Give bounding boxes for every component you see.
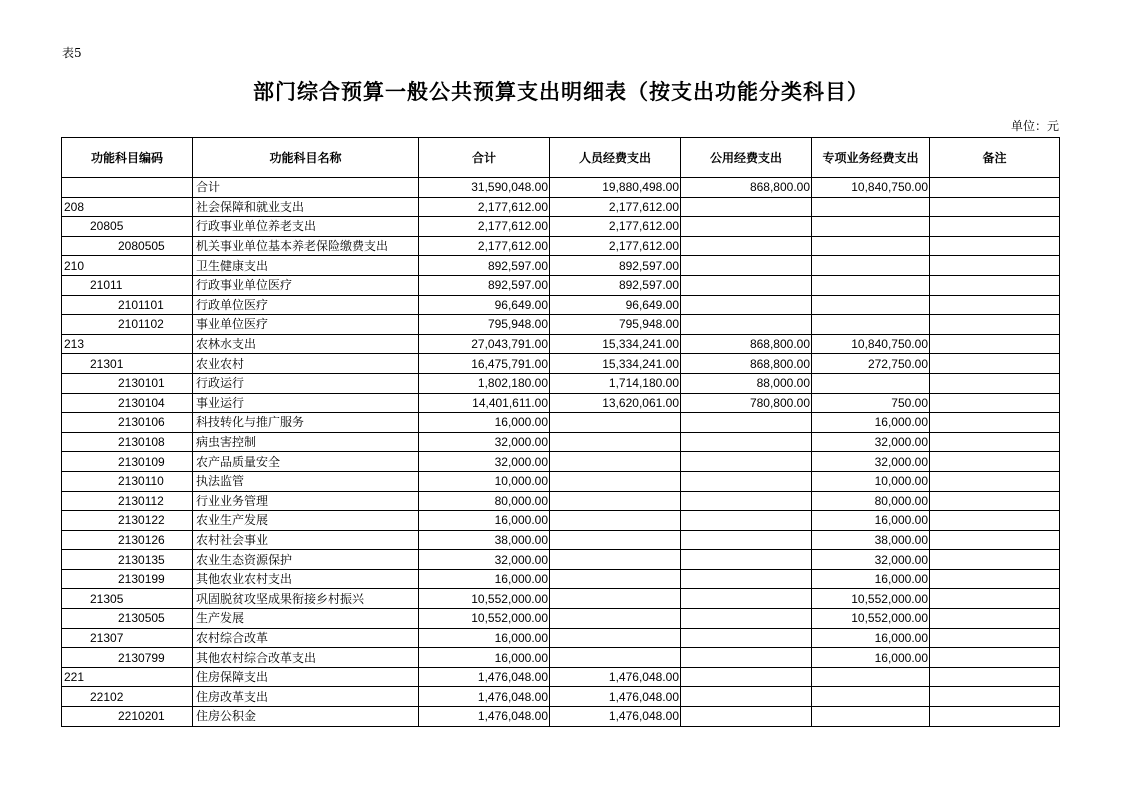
cell-personnel — [550, 648, 681, 668]
cell-public — [681, 589, 812, 609]
table-row — [62, 707, 1060, 727]
header-code: 功能科目编码 — [62, 138, 193, 178]
table-row — [62, 687, 1060, 707]
cell-name: 农林水支出 — [193, 334, 419, 354]
cell-code: 2101102 — [62, 315, 193, 335]
cell-public — [681, 471, 812, 491]
cell-code: 21305 — [62, 589, 193, 609]
table-row — [62, 648, 1060, 668]
cell-remark — [930, 334, 1060, 354]
cell-remark — [930, 550, 1060, 570]
cell-name: 执法监管 — [193, 471, 419, 491]
cell-total: 80,000.00 — [419, 491, 550, 511]
cell-name: 事业单位医疗 — [193, 315, 419, 335]
cell-name: 社会保障和就业支出 — [193, 197, 419, 217]
cell-name: 机关事业单位基本养老保险缴费支出 — [193, 236, 419, 256]
cell-personnel: 1,714,180.00 — [550, 373, 681, 393]
cell-total: 10,552,000.00 — [419, 609, 550, 629]
cell-name: 农业农村 — [193, 354, 419, 374]
table-row — [62, 491, 1060, 511]
cell-total: 1,476,048.00 — [419, 687, 550, 707]
cell-public — [681, 295, 812, 315]
table-body — [62, 178, 1060, 727]
cell-personnel — [550, 491, 681, 511]
cell-remark — [930, 471, 1060, 491]
cell-personnel — [550, 452, 681, 472]
cell-name: 其他农业农村支出 — [193, 569, 419, 589]
cell-name: 农业生态资源保护 — [193, 550, 419, 570]
cell-code: 21301 — [62, 354, 193, 374]
cell-public — [681, 491, 812, 511]
cell-public: 88,000.00 — [681, 373, 812, 393]
cell-total: 38,000.00 — [419, 530, 550, 550]
cell-special: 16,000.00 — [812, 569, 930, 589]
cell-special — [812, 197, 930, 217]
cell-personnel — [550, 569, 681, 589]
cell-code: 2101101 — [62, 295, 193, 315]
cell-total: 96,649.00 — [419, 295, 550, 315]
table-row — [62, 452, 1060, 472]
table-row — [62, 569, 1060, 589]
cell-special — [812, 315, 930, 335]
cell-remark — [930, 609, 1060, 629]
table-row — [62, 530, 1060, 550]
cell-personnel: 15,334,241.00 — [550, 334, 681, 354]
cell-code: 21011 — [62, 275, 193, 295]
cell-remark — [930, 197, 1060, 217]
table-number: 表5 — [62, 46, 82, 60]
table-row — [62, 217, 1060, 237]
table-row — [62, 667, 1060, 687]
cell-total: 14,401,611.00 — [419, 393, 550, 413]
cell-special: 750.00 — [812, 393, 930, 413]
cell-code: 20805 — [62, 217, 193, 237]
cell-public — [681, 687, 812, 707]
cell-total: 2,177,612.00 — [419, 197, 550, 217]
cell-remark — [930, 236, 1060, 256]
cell-remark — [930, 354, 1060, 374]
cell-code: 2130135 — [62, 550, 193, 570]
cell-remark — [930, 178, 1060, 198]
cell-personnel — [550, 511, 681, 531]
cell-remark — [930, 373, 1060, 393]
cell-total: 32,000.00 — [419, 550, 550, 570]
cell-name: 行政事业单位医疗 — [193, 275, 419, 295]
cell-name: 行政事业单位养老支出 — [193, 217, 419, 237]
cell-personnel: 2,177,612.00 — [550, 217, 681, 237]
cell-public — [681, 452, 812, 472]
cell-name: 行政单位医疗 — [193, 295, 419, 315]
cell-total: 1,476,048.00 — [419, 667, 550, 687]
cell-remark — [930, 452, 1060, 472]
cell-special — [812, 256, 930, 276]
cell-name: 行政运行 — [193, 373, 419, 393]
cell-remark — [930, 648, 1060, 668]
cell-remark — [930, 687, 1060, 707]
cell-name: 农产品质量安全 — [193, 452, 419, 472]
cell-special — [812, 667, 930, 687]
cell-total: 16,000.00 — [419, 648, 550, 668]
cell-special: 16,000.00 — [812, 628, 930, 648]
cell-public — [681, 648, 812, 668]
cell-public — [681, 569, 812, 589]
cell-special — [812, 707, 930, 727]
cell-remark — [930, 628, 1060, 648]
cell-remark — [930, 569, 1060, 589]
unit-label: 单位：元 — [1010, 119, 1059, 133]
cell-personnel — [550, 550, 681, 570]
table-row — [62, 511, 1060, 531]
cell-remark — [930, 589, 1060, 609]
budget-table — [61, 137, 1060, 727]
cell-public — [681, 628, 812, 648]
cell-total: 10,000.00 — [419, 471, 550, 491]
cell-total: 795,948.00 — [419, 315, 550, 335]
cell-public — [681, 236, 812, 256]
table-row — [62, 178, 1060, 198]
cell-total: 32,000.00 — [419, 432, 550, 452]
cell-personnel: 13,620,061.00 — [550, 393, 681, 413]
cell-special: 32,000.00 — [812, 452, 930, 472]
cell-code: 21307 — [62, 628, 193, 648]
table-row — [62, 334, 1060, 354]
cell-total: 16,475,791.00 — [419, 354, 550, 374]
cell-name: 生产发展 — [193, 609, 419, 629]
cell-code: 22102 — [62, 687, 193, 707]
cell-remark — [930, 511, 1060, 531]
table-row — [62, 236, 1060, 256]
cell-name: 农村综合改革 — [193, 628, 419, 648]
cell-public — [681, 217, 812, 237]
table-row — [62, 432, 1060, 452]
cell-remark — [930, 432, 1060, 452]
table-row — [62, 197, 1060, 217]
cell-personnel: 892,597.00 — [550, 275, 681, 295]
cell-special: 10,840,750.00 — [812, 334, 930, 354]
cell-name: 住房保障支出 — [193, 667, 419, 687]
table-row — [62, 550, 1060, 570]
cell-public: 868,800.00 — [681, 354, 812, 374]
cell-special: 10,000.00 — [812, 471, 930, 491]
cell-name: 住房改革支出 — [193, 687, 419, 707]
cell-total: 31,590,048.00 — [419, 178, 550, 198]
cell-code — [62, 178, 193, 198]
cell-code: 221 — [62, 667, 193, 687]
cell-public — [681, 530, 812, 550]
cell-code: 2080505 — [62, 236, 193, 256]
cell-special: 32,000.00 — [812, 432, 930, 452]
cell-code: 210 — [62, 256, 193, 276]
cell-total: 2,177,612.00 — [419, 217, 550, 237]
cell-special — [812, 236, 930, 256]
cell-total: 16,000.00 — [419, 511, 550, 531]
cell-total: 27,043,791.00 — [419, 334, 550, 354]
cell-personnel: 15,334,241.00 — [550, 354, 681, 374]
header-name: 功能科目名称 — [193, 138, 419, 178]
cell-public — [681, 413, 812, 433]
cell-special — [812, 275, 930, 295]
cell-personnel: 2,177,612.00 — [550, 197, 681, 217]
cell-public: 780,800.00 — [681, 393, 812, 413]
page-title: 部门综合预算一般公共预算支出明细表（按支出功能分类科目） — [253, 80, 869, 104]
table-row — [62, 393, 1060, 413]
cell-code: 2130505 — [62, 609, 193, 629]
cell-total: 16,000.00 — [419, 628, 550, 648]
header-remark: 备注 — [930, 138, 1060, 178]
header-special: 专项业务经费支出 — [812, 138, 930, 178]
cell-personnel — [550, 530, 681, 550]
cell-name: 病虫害控制 — [193, 432, 419, 452]
cell-code: 2130126 — [62, 530, 193, 550]
table-row — [62, 295, 1060, 315]
cell-special — [812, 217, 930, 237]
cell-special: 16,000.00 — [812, 413, 930, 433]
cell-code: 2130101 — [62, 373, 193, 393]
cell-public — [681, 667, 812, 687]
cell-name: 合计 — [193, 178, 419, 198]
table-row — [62, 609, 1060, 629]
cell-special — [812, 373, 930, 393]
cell-total: 892,597.00 — [419, 275, 550, 295]
cell-total: 892,597.00 — [419, 256, 550, 276]
cell-name: 事业运行 — [193, 393, 419, 413]
cell-remark — [930, 530, 1060, 550]
header-public: 公用经费支出 — [681, 138, 812, 178]
cell-total: 2,177,612.00 — [419, 236, 550, 256]
cell-special: 16,000.00 — [812, 511, 930, 531]
cell-code: 2130112 — [62, 491, 193, 511]
cell-personnel — [550, 432, 681, 452]
cell-code: 2130104 — [62, 393, 193, 413]
cell-code: 2130106 — [62, 413, 193, 433]
cell-total: 1,476,048.00 — [419, 707, 550, 727]
cell-personnel — [550, 628, 681, 648]
cell-special: 272,750.00 — [812, 354, 930, 374]
cell-public — [681, 609, 812, 629]
table-row — [62, 354, 1060, 374]
cell-personnel: 19,880,498.00 — [550, 178, 681, 198]
cell-remark — [930, 707, 1060, 727]
cell-public — [681, 511, 812, 531]
cell-code: 2130199 — [62, 569, 193, 589]
cell-remark — [930, 315, 1060, 335]
table-row — [62, 315, 1060, 335]
cell-special: 38,000.00 — [812, 530, 930, 550]
cell-special: 16,000.00 — [812, 648, 930, 668]
table-row — [62, 471, 1060, 491]
cell-personnel — [550, 609, 681, 629]
cell-name: 卫生健康支出 — [193, 256, 419, 276]
table-row — [62, 589, 1060, 609]
cell-remark — [930, 256, 1060, 276]
cell-personnel: 1,476,048.00 — [550, 707, 681, 727]
cell-special — [812, 687, 930, 707]
table-row — [62, 275, 1060, 295]
cell-personnel: 795,948.00 — [550, 315, 681, 335]
cell-code: 208 — [62, 197, 193, 217]
cell-special: 80,000.00 — [812, 491, 930, 511]
cell-code: 2130108 — [62, 432, 193, 452]
cell-name: 巩固脱贫攻坚成果衔接乡村振兴 — [193, 589, 419, 609]
cell-name: 其他农村综合改革支出 — [193, 648, 419, 668]
cell-remark — [930, 275, 1060, 295]
cell-personnel: 1,476,048.00 — [550, 687, 681, 707]
table-row — [62, 628, 1060, 648]
header-total: 合计 — [419, 138, 550, 178]
cell-name: 农村社会事业 — [193, 530, 419, 550]
cell-personnel: 96,649.00 — [550, 295, 681, 315]
cell-public — [681, 707, 812, 727]
cell-code: 2130799 — [62, 648, 193, 668]
cell-code: 2130122 — [62, 511, 193, 531]
cell-personnel: 892,597.00 — [550, 256, 681, 276]
cell-total: 32,000.00 — [419, 452, 550, 472]
cell-remark — [930, 393, 1060, 413]
table-row — [62, 256, 1060, 276]
cell-public — [681, 550, 812, 570]
cell-total: 16,000.00 — [419, 413, 550, 433]
header-row — [62, 138, 1060, 178]
cell-special: 32,000.00 — [812, 550, 930, 570]
cell-name: 行业业务管理 — [193, 491, 419, 511]
cell-public: 868,800.00 — [681, 334, 812, 354]
cell-remark — [930, 667, 1060, 687]
cell-special: 10,552,000.00 — [812, 609, 930, 629]
cell-remark — [930, 413, 1060, 433]
cell-remark — [930, 295, 1060, 315]
cell-total: 1,802,180.00 — [419, 373, 550, 393]
table-row — [62, 413, 1060, 433]
cell-code: 2210201 — [62, 707, 193, 727]
cell-public — [681, 275, 812, 295]
cell-total: 10,552,000.00 — [419, 589, 550, 609]
cell-name: 科技转化与推广服务 — [193, 413, 419, 433]
cell-public — [681, 315, 812, 335]
header-personnel: 人员经费支出 — [550, 138, 681, 178]
cell-code: 2130109 — [62, 452, 193, 472]
cell-special: 10,840,750.00 — [812, 178, 930, 198]
cell-name: 农业生产发展 — [193, 511, 419, 531]
cell-personnel: 2,177,612.00 — [550, 236, 681, 256]
cell-special — [812, 295, 930, 315]
cell-remark — [930, 491, 1060, 511]
cell-public — [681, 197, 812, 217]
table-row — [62, 373, 1060, 393]
cell-code: 213 — [62, 334, 193, 354]
cell-personnel — [550, 413, 681, 433]
cell-name: 住房公积金 — [193, 707, 419, 727]
cell-special: 10,552,000.00 — [812, 589, 930, 609]
cell-personnel — [550, 589, 681, 609]
cell-public — [681, 256, 812, 276]
cell-total: 16,000.00 — [419, 569, 550, 589]
cell-public — [681, 432, 812, 452]
cell-personnel: 1,476,048.00 — [550, 667, 681, 687]
cell-remark — [930, 217, 1060, 237]
cell-personnel — [550, 471, 681, 491]
cell-public: 868,800.00 — [681, 178, 812, 198]
cell-code: 2130110 — [62, 471, 193, 491]
